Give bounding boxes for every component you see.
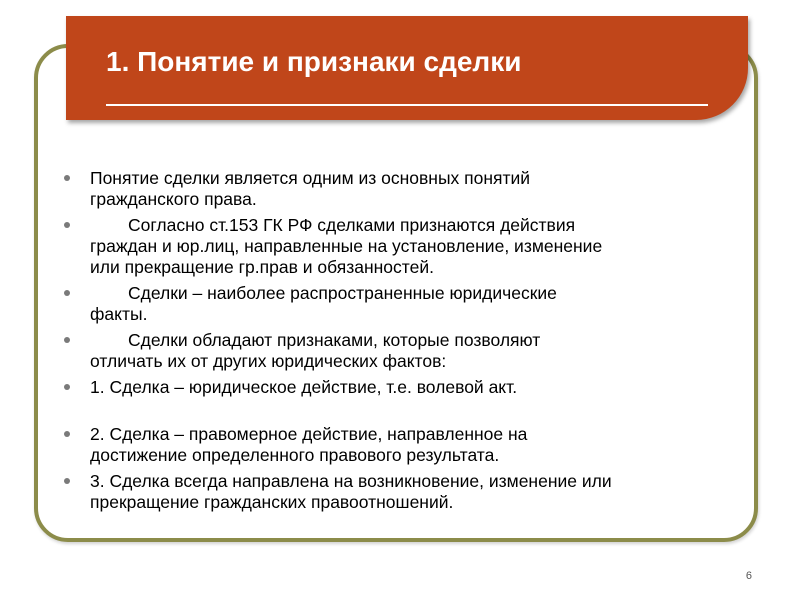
- bullet-dot-icon: [64, 222, 70, 228]
- bullet-line: отличать их от других юридических фактов:: [90, 351, 447, 371]
- bullet-line: гражданского права.: [90, 189, 257, 209]
- bullet-line: Сделки обладают признаками, которые позволяют: [128, 330, 541, 350]
- bullet-dot-icon: [64, 337, 70, 343]
- bullet-line: достижение определенного правового результата.: [90, 445, 500, 465]
- bullet-dot-icon: [64, 175, 70, 181]
- bullet-item-2: [60, 215, 750, 278]
- bullet-line: Сделки – наиболее распространенные юридические: [128, 283, 557, 303]
- bullet-list: [60, 168, 750, 518]
- bullet-item-3: [60, 283, 750, 325]
- bullet-item-6: [60, 424, 750, 466]
- bullet-item-7: [60, 471, 750, 513]
- bullet-dot-icon: [64, 431, 70, 437]
- slide-title: 1. Понятие и признаки сделки: [106, 46, 522, 77]
- bullet-dot-icon: [64, 384, 70, 390]
- bullet-line: Согласно ст.153 ГК РФ сделками признаются действия: [128, 215, 576, 235]
- bullet-line: факты.: [90, 304, 148, 324]
- bullet-item-5: [60, 377, 750, 398]
- bullet-line: или прекращение гр.прав и обязанностей.: [90, 257, 434, 277]
- bullet-item-4: [60, 330, 750, 372]
- bullet-dot-icon: [64, 478, 70, 484]
- title-underline: [106, 104, 708, 106]
- page-number: 6: [745, 570, 752, 582]
- title-bar: [66, 16, 748, 120]
- bullet-line: 3. Сделка всегда направлена на возникновение, изменение или: [90, 471, 612, 491]
- bullet-line: 1. Сделка – юридическое действие, т.е. волевой акт.: [90, 377, 518, 397]
- bullet-line: Понятие сделки является одним из основных понятий: [90, 168, 531, 188]
- bullet-line: граждан и юр.лиц, направленные на установление, изменение: [90, 236, 603, 256]
- bullet-line: 2. Сделка – правомерное действие, направленное на: [90, 424, 528, 444]
- bullet-dot-icon: [64, 290, 70, 296]
- bullet-line: прекращение гражданских правоотношений.: [90, 492, 454, 512]
- bullet-item-1: [60, 168, 750, 210]
